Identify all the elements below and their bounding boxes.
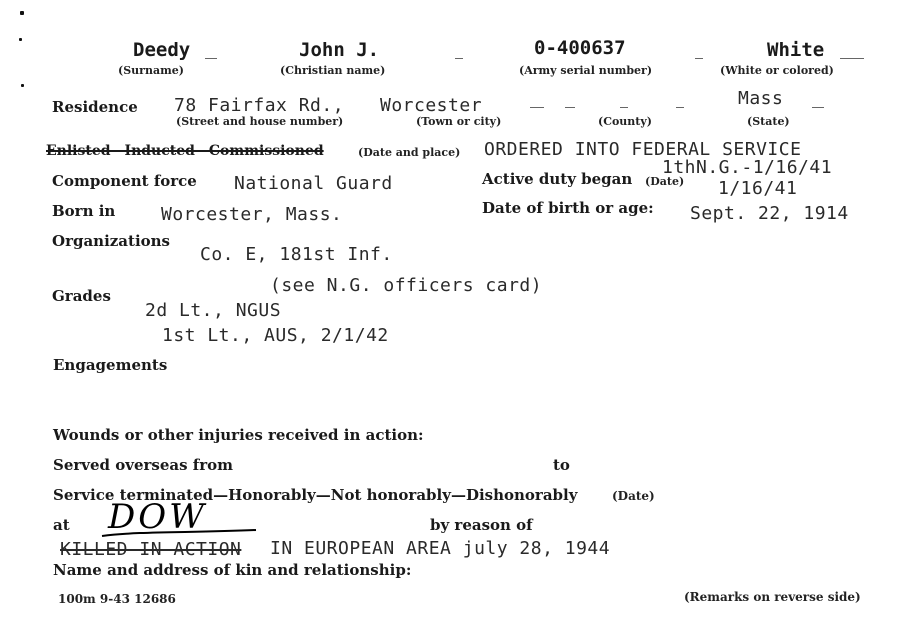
surname-value: Deedy xyxy=(133,39,191,61)
remarks-note: (Remarks on reverse side) xyxy=(684,590,861,604)
organizations-label: Organizations xyxy=(52,232,171,250)
state-caption: (State) xyxy=(747,115,790,128)
wounds-label: Wounds or other injuries received in action: xyxy=(53,426,424,444)
christian-name-value: John J. xyxy=(299,39,380,61)
engagements-label: Engagements xyxy=(53,356,168,374)
enlisted-sub: 1thN.G.-1/16/41 xyxy=(662,157,833,178)
active-duty-value: 1/16/41 xyxy=(718,178,798,199)
race-caption: (White or colored) xyxy=(720,64,834,77)
county-caption: (County) xyxy=(598,115,652,128)
enlisted-date-caption: (Date and place) xyxy=(358,146,461,159)
organizations-line2: (see N.G. officers card) xyxy=(270,275,543,296)
born-value: Worcester, Mass. xyxy=(161,204,343,225)
service-terminated-label: Service terminated—Honorably—Not honorably—Dishonorably xyxy=(53,486,578,504)
grades-line1: 2d Lt., NGUS xyxy=(145,300,282,321)
dob-label: Date of birth or age: xyxy=(482,199,654,217)
margin-mark xyxy=(20,11,24,15)
component-value: National Guard xyxy=(234,173,393,194)
grades-label: Grades xyxy=(52,287,111,305)
born-label: Born in xyxy=(52,202,116,220)
terminated-date-caption: (Date) xyxy=(612,489,655,503)
residence-street: 78 Fairfax Rd., xyxy=(174,95,345,116)
residence-town: Worcester xyxy=(380,95,483,116)
struck-reason: KILLED IN ACTION xyxy=(60,539,242,560)
residence-state: Mass xyxy=(738,88,784,109)
handwritten-underline xyxy=(100,527,260,539)
reason-label: by reason of xyxy=(430,516,533,534)
street-caption: (Street and house number) xyxy=(176,115,344,128)
reason-value: IN EUROPEAN AREA july 28, 1944 xyxy=(270,538,611,559)
town-caption: (Town or city) xyxy=(416,115,502,128)
residence-label: Residence xyxy=(52,98,138,116)
component-label: Component force xyxy=(52,172,197,190)
organizations-line1: Co. E, 181st Inf. xyxy=(200,244,393,265)
active-duty-label: Active duty began xyxy=(482,170,633,188)
enlisted-value: ORDERED INTO FEDERAL SERVICE xyxy=(484,139,802,160)
grades-line2: 1st Lt., AUS, 2/1/42 xyxy=(162,325,389,346)
active-duty-caption: (Date) xyxy=(645,175,685,188)
margin-mark xyxy=(19,38,22,41)
overseas-to-label: to xyxy=(553,456,570,474)
surname-caption: (Surname) xyxy=(118,64,184,77)
handwritten-dow: DOW xyxy=(108,497,208,537)
serial-number-value: 0-400637 xyxy=(534,37,626,59)
christian-name-caption: (Christian name) xyxy=(280,64,386,77)
race-value: White xyxy=(767,39,825,61)
at-label: at xyxy=(53,516,70,534)
overseas-label: Served overseas from xyxy=(53,456,234,474)
kin-label: Name and address of kin and relationship: xyxy=(53,561,412,579)
form-number: 100m 9-43 12686 xyxy=(58,592,176,606)
enlisted-label: Enlisted—Inducted—Commissioned xyxy=(46,143,324,159)
serial-caption: (Army serial number) xyxy=(519,64,653,77)
dob-value: Sept. 22, 1914 xyxy=(690,203,849,224)
margin-mark xyxy=(21,84,24,87)
